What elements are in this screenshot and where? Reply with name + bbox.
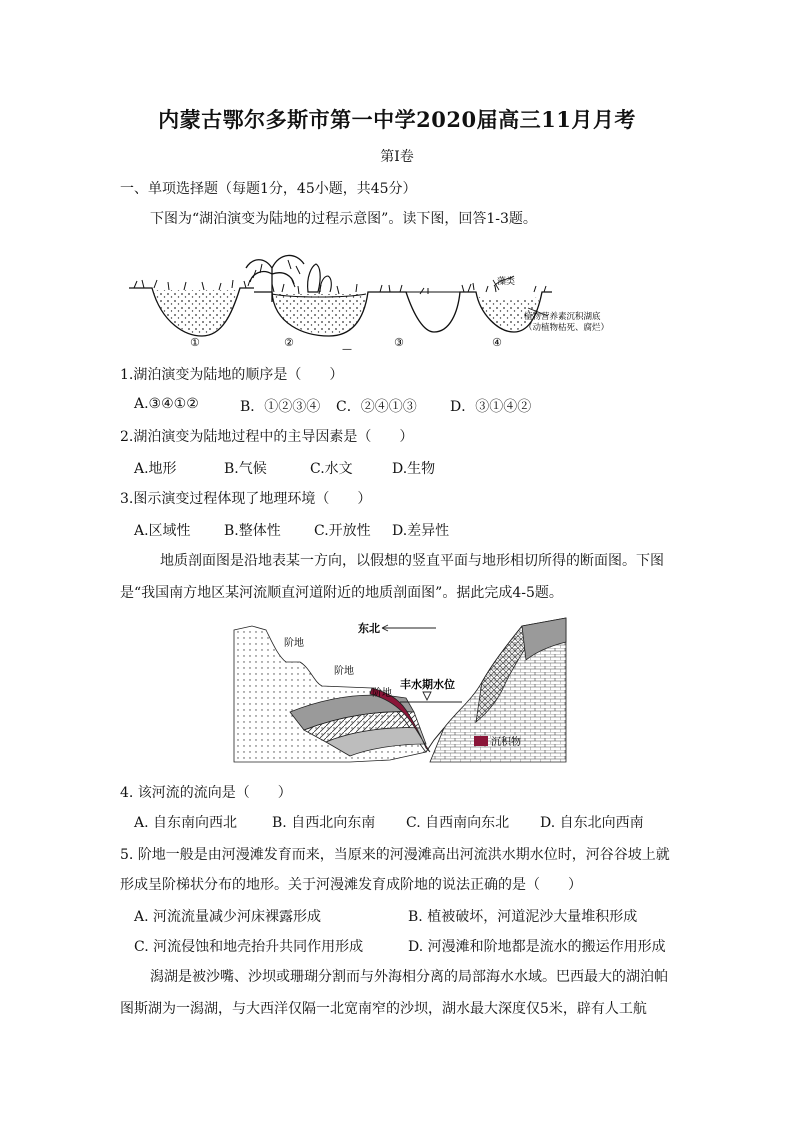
question-4-option-d[interactable]: D. 自东北向西南	[540, 815, 644, 831]
question-5-option-a[interactable]: A. 河流流量减少河床裸露形成	[134, 909, 322, 925]
question-3-option-b[interactable]: B.整体性	[224, 523, 281, 539]
intro-paragraph-2-line-1: 地质剖面图是沿地表某一方向，以假想的竖直平面与地形相切所得的断面图。下图	[160, 553, 664, 569]
question-3-option-d[interactable]: D.差异性	[392, 523, 450, 539]
question-2-option-d[interactable]: D.生物	[392, 461, 436, 477]
question-5-option-b[interactable]: B. 植被破坏，河道泥沙大量堆积形成	[408, 909, 638, 925]
section-heading: 一、单项选择题（每题1分，45小题，共45分）	[120, 181, 417, 197]
basin-3-diagram	[376, 285, 468, 332]
question-2-stem: 2.湖泊演变为陆地过程中的主导因素是（ ）	[120, 429, 414, 445]
direction-label: 东北	[358, 622, 380, 635]
terrace-label-3: 阶地	[372, 688, 392, 699]
question-2-option-c[interactable]: C.水文	[310, 461, 353, 477]
question-4-option-b[interactable]: B. 自西北向东南	[272, 815, 376, 831]
question-4-stem: 4. 该河流的流向是（ ）	[120, 785, 292, 801]
terrace-label-1: 阶地	[284, 638, 304, 649]
question-5-stem-line-1: 5. 阶地一般是由河漫滩发育而来，当原来的河漫滩高出河流洪水期水位时，河谷谷坡上就	[120, 847, 670, 863]
basin-label-3: ③	[394, 336, 404, 349]
terrace-label-2: 阶地	[334, 666, 354, 677]
intro-paragraph-3-line-2: 图斯湖为一潟湖，与大西洋仅隔一北宽南窄的沙坝，湖水最大深度仅5米，辟有人工航	[120, 1001, 647, 1017]
legend-label: 沉积物	[491, 737, 521, 748]
basin-2-diagram	[246, 255, 376, 336]
algae-label: 藻类	[497, 277, 516, 287]
volume-label: 第Ⅰ卷	[380, 149, 414, 165]
intro-paragraph-3-line-1: 潟湖是被沙嘴、沙坝或珊瑚分割而与外海相分离的局部海水水域。巴西最大的湖泊帕	[150, 969, 668, 985]
sediment-label-1: 植物营养素沉积湖底	[524, 312, 601, 322]
question-1-option-c[interactable]: C．②④①③	[336, 399, 417, 415]
question-1-option-a[interactable]: A.③④①②	[134, 396, 199, 412]
question-5-stem-line-2: 形成呈阶梯状分布的地形。关于河漫滩发育成阶地的说法正确的是（ ）	[120, 877, 582, 893]
lake-evolution-figure	[124, 236, 624, 352]
question-3-option-c[interactable]: C.开放性	[314, 523, 371, 539]
question-1-stem: 1.湖泊演变为陆地的顺序是（ ）	[120, 367, 344, 383]
question-1-option-d[interactable]: D．③①④②	[450, 399, 532, 415]
intro-paragraph-1: 下图为“湖泊演变为陆地的过程示意图”。读下图，回答1-3题。	[150, 211, 537, 227]
question-4-option-a[interactable]: A. 自东南向西北	[134, 815, 238, 831]
geological-section-figure	[230, 612, 570, 768]
question-5-option-d[interactable]: D. 河漫滩和阶地都是流水的搬运作用形成	[408, 939, 666, 955]
question-4-option-c[interactable]: C. 自西南向东北	[406, 815, 510, 831]
basin-label-4: ④	[492, 336, 502, 349]
exam-title: 内蒙古鄂尔多斯市第一中学2020届高三11月月考	[158, 107, 636, 132]
question-3-option-a[interactable]: A.区域性	[134, 523, 191, 539]
legend-swatch	[474, 736, 488, 746]
question-2-option-a[interactable]: A.地形	[134, 461, 177, 477]
question-1-option-b[interactable]: B．①②③④	[240, 399, 321, 415]
basin-4-diagram	[468, 275, 609, 333]
question-3-stem: 3.图示演变过程体现了地理环境（ ）	[120, 491, 372, 507]
figure-dash-mark: —	[342, 344, 352, 352]
sediment-label-2: （动植物枯死、腐烂）	[524, 323, 610, 333]
question-2-option-b[interactable]: B.气候	[224, 461, 267, 477]
intro-paragraph-2-line-2: 是“我国南方地区某河流顺直河道附近的地质剖面图”。据此完成4-5题。	[120, 585, 563, 601]
question-5-option-c[interactable]: C. 河流侵蚀和地壳抬升共同作用形成	[134, 939, 364, 955]
flood-level-label: 丰水期水位	[400, 678, 455, 691]
basin-1-diagram	[129, 280, 254, 336]
basin-label-2: ②	[284, 336, 294, 349]
basin-label-1: ①	[190, 336, 200, 349]
